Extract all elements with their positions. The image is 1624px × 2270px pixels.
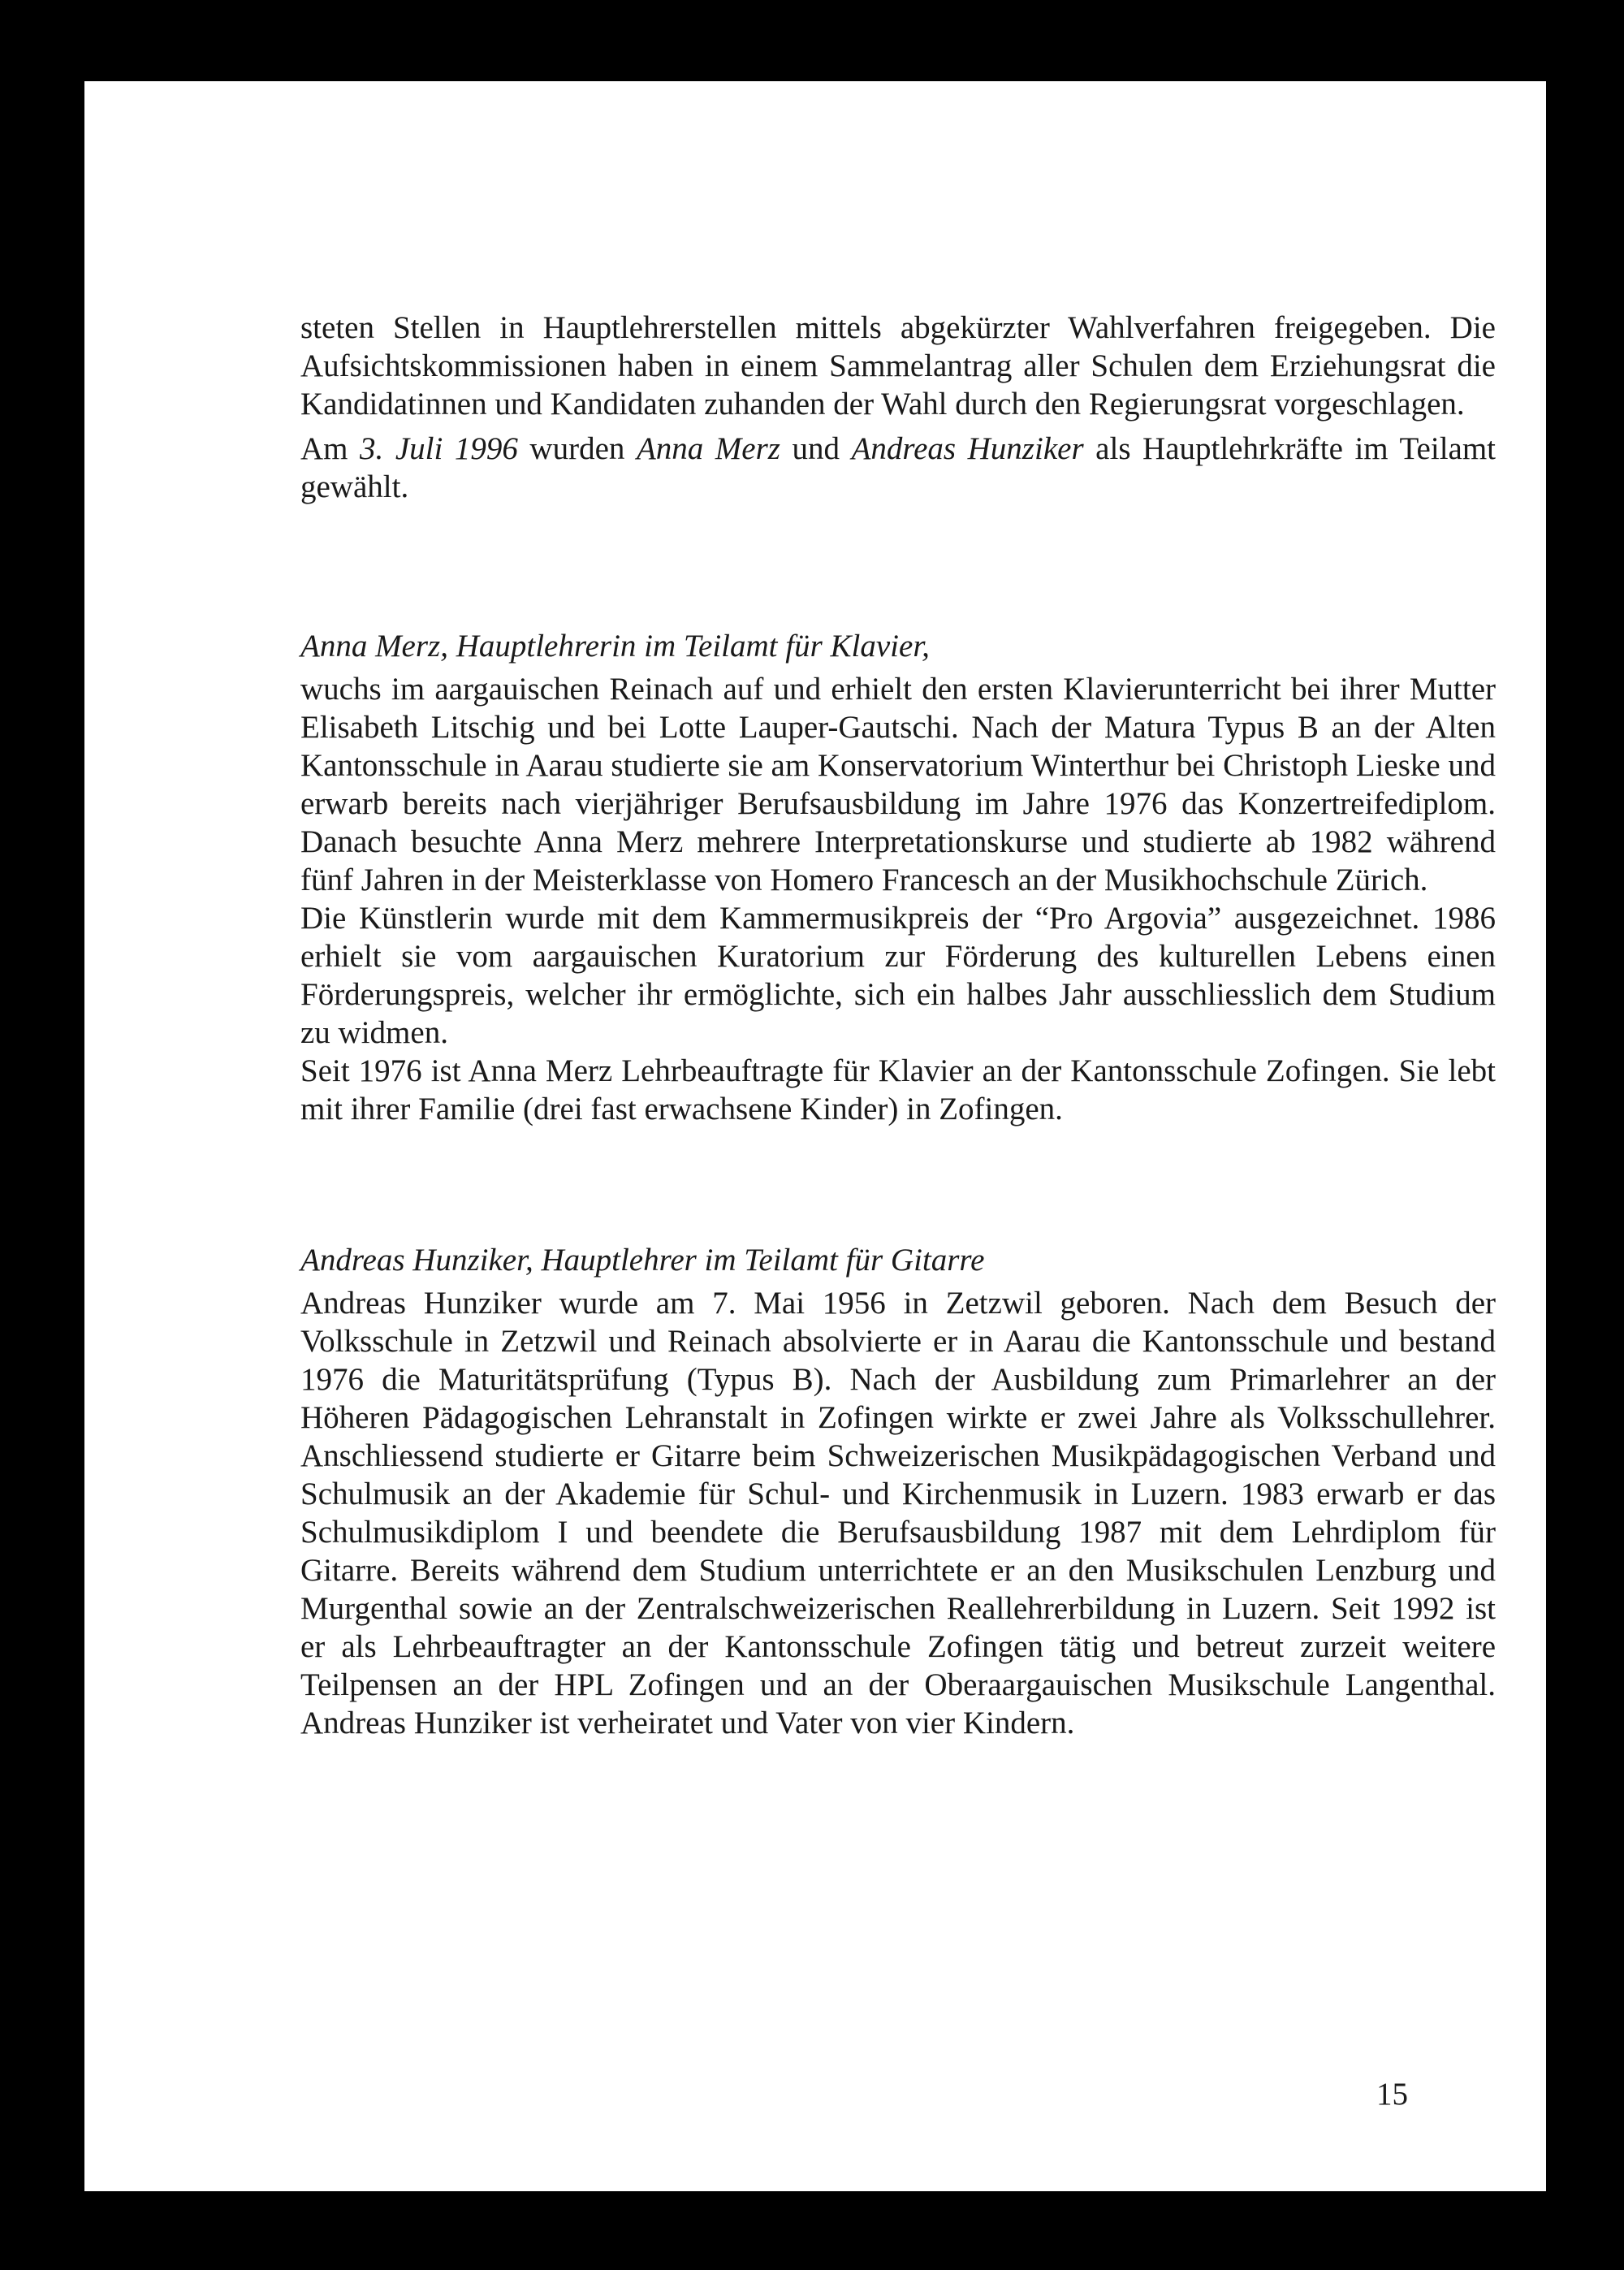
election-suffix: als Hauptlehrkräfte im Teilamt gewählt.	[300, 431, 1497, 504]
election-connector-2: und	[780, 431, 852, 466]
hunziker-paragraph: Andreas Hunziker wurde am 7. Mai 1956 in Zetzwil geboren. Nach dem Besuch der Volksschule in Zetzwil und Reinach absolvierte er in Aarau die Kantonsschule und bestand 1976 die Maturitätsprüfung (Typus B). Nach der Ausbildung zum Primarlehrer an der Höheren Pädagogischen Lehranstalt in Zofingen wirkte er zwei Jahre als Volksschullehrer. Anschliessend studierte er Gitarre beim Schweizerischen Musikpädagogischen Verband und Schulmusik an der Akademie für Schul- und Kirchenmusik in Luzern. 1983 erwarb er das Schulmusikdiplom I und beendete die Berufsausbildung 1987 mit dem Lehrdiplom für Gitarre. Bereits während dem Studium unterrichtete er an den Musikschulen Lenzburg und Murgenthal sowie an der Zentralschweizerischen Reallehrerbildung in Luzern. Seit 1992 ist er als Lehrbeauftragter an der Kantonsschule Zofingen tätig und betreut zurzeit weitere Teilpensen an der HPL Zofingen und an der Oberaargauischen Musikschule Langenthal. Andreas Hunziker ist verheiratet und Vater von vier Kindern.	[300, 1286, 1496, 1740]
merz-section	[300, 627, 1496, 1128]
elected-name-hunziker: Andreas Hunziker	[851, 431, 1084, 466]
hunziker-section	[300, 1241, 1496, 1742]
document-page	[84, 81, 1546, 2191]
merz-paragraph-1: wuchs im aargauischen Reinach auf und erhielt den ersten Klavierunterricht bei ihrer Mutter Elisabeth Litschig und bei Lotte Lauper-Gautschi. Nach der Matura Typus B an der Alten Kantonsschule in Aarau studierte sie am Konservatorium Winterthur bei Christoph Lieske und erwarb bereits nach vierjähriger Berufsausbildung im Jahre 1976 das Konzertreifediplom. Danach besuchte Anna Merz mehrere Interpretationskurse und studierte ab 1982 während fünf Jahren in der Meisterklasse von Homero Francesch an der Musikhochschule Zürich.	[300, 672, 1496, 897]
merz-heading: Anna Merz, Hauptlehrerin im Teilamt für Klavier,	[300, 629, 930, 664]
hunziker-heading: Andreas Hunziker, Hauptlehrer im Teilamt für Gitarre	[300, 1243, 985, 1278]
merz-paragraph-2: Die Künstlerin wurde mit dem Kammermusikpreis der “Pro Argovia” ausgezeichnet. 1986 erhielt sie vom aargauischen Kuratorium zur Förderung des kulturellen Lebens einen Förderungspreis, welcher ihr ermöglichte, sich ein halbes Jahr ausschliesslich dem Studium zu widmen.	[300, 901, 1496, 1050]
election-prefix: Am	[300, 431, 361, 466]
intro-section	[300, 309, 1496, 506]
page-number: 15	[1376, 2077, 1408, 2112]
elected-name-merz: Anna Merz	[636, 431, 780, 466]
election-connector-1: wurden	[517, 431, 637, 466]
intro-paragraph: steten Stellen in Hauptlehrerstellen mittels abgekürzter Wahlverfahren freigegeben. Die Aufsichtskommissionen haben in einem Sammelantrag aller Schulen dem Erziehungsrat die Kandidatinnen und Kandidaten zuhanden der Wahl durch den Regierungsrat vorgeschlagen.	[300, 310, 1496, 422]
merz-paragraph-3: Seit 1976 ist Anna Merz Lehrbeauftragte für Klavier an der Kantonsschule Zofingen. Sie lebt mit ihrer Familie (drei fast erwachsene Kinder) in Zofingen.	[300, 1053, 1496, 1126]
election-paragraph	[300, 430, 1496, 506]
election-date: 3. Juli 1996	[360, 431, 518, 466]
